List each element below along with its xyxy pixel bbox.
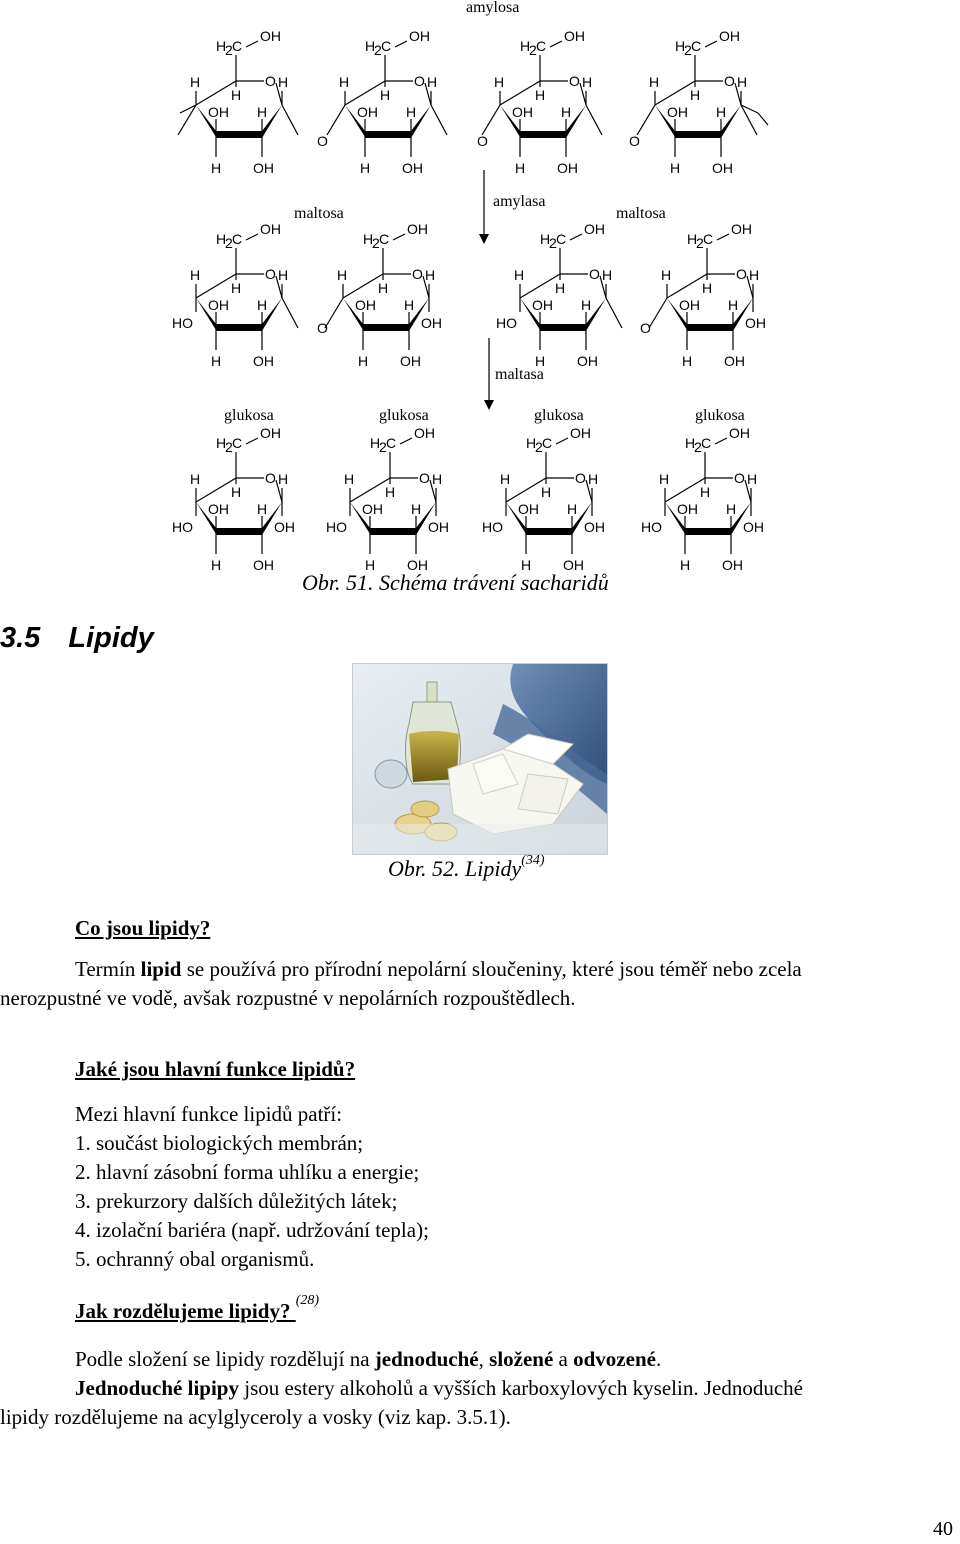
ch2-hydroxyl-group: OH bbox=[260, 221, 281, 237]
c5-hydrogen-atom: H bbox=[380, 87, 391, 103]
c2-hydroxyl-group: OH bbox=[253, 557, 274, 573]
c3-hydroxyl-group: OH bbox=[677, 501, 698, 517]
ch2-hydrogen-atom: H bbox=[370, 435, 381, 451]
bond-line bbox=[282, 105, 298, 135]
c3-hydrogen-atom: H bbox=[521, 557, 532, 573]
c4-hydrogen-atom: H bbox=[190, 471, 201, 487]
ch2-subscript: 2 bbox=[225, 42, 233, 58]
c4-hydroxyl-group: HO bbox=[326, 519, 347, 535]
term-lipid: lipid bbox=[140, 957, 182, 981]
c4-hydroxyl-group: HO bbox=[172, 519, 193, 535]
c3-hydroxyl-group: OH bbox=[208, 297, 229, 313]
c1-hydrogen-atom: H bbox=[278, 471, 289, 487]
c3-hydrogen-atom: H bbox=[358, 353, 369, 369]
classification-paragraph: Podle složení se lipidy rozdělují na jednoduché, složené a odvozené. Jednoduché lipipy jsou estery alkoholů a vyšších karboxylových kyselin. Jednoduché lipidy rozdělujeme na acylglyceroly a vosky (viz kap. 3.5.1). bbox=[0, 1347, 803, 1429]
ch2-carbon-atom: C bbox=[386, 435, 397, 451]
term-derived: odvozené bbox=[573, 1347, 656, 1371]
term-complex: složené bbox=[489, 1347, 554, 1371]
c4-hydrogen-atom: H bbox=[514, 267, 525, 283]
ch2-carbon-atom: C bbox=[232, 435, 243, 451]
ch2-subscript: 2 bbox=[379, 439, 387, 455]
bond-line bbox=[246, 41, 258, 47]
c1-hydroxyl-group: OH bbox=[584, 519, 605, 535]
c2-hydrogen-atom: H bbox=[257, 104, 268, 120]
bond-line bbox=[246, 438, 258, 444]
c3-hydroxyl-group: OH bbox=[357, 104, 378, 120]
c2-hydrogen-atom: H bbox=[406, 104, 417, 120]
list-item: 2. hlavní zásobní forma uhlíku a energie; bbox=[75, 1160, 420, 1184]
c2-hydroxyl-group: OH bbox=[253, 160, 274, 176]
amylase-label: amylasa bbox=[493, 193, 546, 210]
c5-hydrogen-atom: H bbox=[385, 484, 396, 500]
c1-hydroxyl-group: OH bbox=[743, 519, 764, 535]
c3-hydroxyl-group: OH bbox=[355, 297, 376, 313]
functions-list bbox=[75, 1129, 429, 1274]
bond-line bbox=[196, 274, 236, 298]
c1-hydrogen-atom: H bbox=[747, 471, 758, 487]
c5-hydrogen-atom: H bbox=[541, 484, 552, 500]
c2-hydrogen-atom: H bbox=[728, 297, 739, 313]
ring-oxygen-atom: O bbox=[412, 266, 423, 282]
question-lipid-classification bbox=[75, 1292, 320, 1324]
c1-hydrogen-atom: H bbox=[278, 267, 289, 283]
c4-hydrogen-atom: H bbox=[190, 74, 201, 90]
bond-line bbox=[586, 105, 602, 135]
ch2-hydroxyl-group: OH bbox=[584, 221, 605, 237]
bond-line bbox=[400, 438, 412, 444]
ch2-carbon-atom: C bbox=[536, 38, 547, 54]
c3-hydrogen-atom: H bbox=[211, 353, 222, 369]
c5-hydrogen-atom: H bbox=[535, 87, 546, 103]
ring-oxygen-atom: O bbox=[265, 266, 276, 282]
bold-bond bbox=[685, 528, 731, 535]
ch2-hydrogen-atom: H bbox=[363, 231, 374, 247]
c1-hydrogen-atom: H bbox=[737, 74, 748, 90]
c5-hydrogen-atom: H bbox=[700, 484, 711, 500]
glucose-label-3: glukosa bbox=[534, 407, 584, 424]
c4-hydrogen-atom: H bbox=[494, 74, 505, 90]
ch2-subscript: 2 bbox=[684, 42, 692, 58]
ch2-subscript: 2 bbox=[225, 235, 233, 251]
c2-hydrogen-atom: H bbox=[581, 297, 592, 313]
bond-line bbox=[393, 234, 405, 240]
c3-hydroxyl-group: OH bbox=[208, 501, 229, 517]
figure-51-caption: Obr. 51. Schéma trávení sacharidů bbox=[302, 570, 609, 595]
question-lipid-functions: Jaké jsou hlavní funkce lipidů? bbox=[75, 1057, 356, 1081]
question-what-are-lipids: Co jsou lipidy? bbox=[75, 916, 211, 940]
bond-line bbox=[570, 234, 582, 240]
c3-hydroxyl-group: OH bbox=[532, 297, 553, 313]
c3-hydroxyl-group: OH bbox=[667, 104, 688, 120]
c4-hydrogen-atom: H bbox=[661, 267, 672, 283]
c3-hydrogen-atom: H bbox=[515, 160, 526, 176]
ch2-carbon-atom: C bbox=[542, 435, 553, 451]
c2-hydrogen-atom: H bbox=[411, 501, 422, 517]
bold-bond bbox=[370, 528, 416, 535]
ch2-subscript: 2 bbox=[529, 42, 537, 58]
c1-hydroxyl-group: OH bbox=[421, 315, 442, 331]
bond-line bbox=[717, 234, 729, 240]
glycosidic-oxygen-atom: O bbox=[477, 133, 488, 149]
c1-hydrogen-atom: H bbox=[582, 74, 593, 90]
c2-hydroxyl-group: OH bbox=[400, 353, 421, 369]
c3-hydroxyl-group: OH bbox=[512, 104, 533, 120]
maltose-label-right: maltosa bbox=[616, 205, 666, 222]
c1-hydroxyl-group: OH bbox=[274, 519, 295, 535]
c1-hydrogen-atom: H bbox=[427, 74, 438, 90]
c4-hydrogen-atom: H bbox=[339, 74, 350, 90]
c1-hydroxyl-group: OH bbox=[428, 519, 449, 535]
lipid-definition-paragraph: Termín lipid se používá pro přírodní nepolární sloučeniny, které jsou téměř nebo zcela nerozpustné ve vodě, avšak rozpustné v nepolárních rozpouštědlech. bbox=[0, 957, 802, 1010]
c4-hydroxyl-group: HO bbox=[496, 315, 517, 331]
ch2-hydrogen-atom: H bbox=[685, 435, 696, 451]
c2-hydroxyl-group: OH bbox=[722, 557, 743, 573]
amylose-label: amylosa bbox=[466, 0, 520, 16]
glucose-rings bbox=[172, 28, 768, 573]
bond-line bbox=[282, 298, 298, 328]
ch2-hydroxyl-group: OH bbox=[731, 221, 752, 237]
c2-hydrogen-atom: H bbox=[716, 104, 727, 120]
c4-hydrogen-atom: H bbox=[190, 267, 201, 283]
term-simple: jednoduché bbox=[374, 1347, 479, 1371]
c2-hydroxyl-group: OH bbox=[712, 160, 733, 176]
c1-hydrogen-atom: H bbox=[749, 267, 760, 283]
glycosidic-oxygen-atom: O bbox=[317, 133, 328, 149]
glycosidic-oxygen-atom: O bbox=[629, 133, 640, 149]
c3-hydrogen-atom: H bbox=[680, 557, 691, 573]
c2-hydrogen-atom: H bbox=[257, 501, 268, 517]
c5-hydrogen-atom: H bbox=[690, 87, 701, 103]
bond-line bbox=[649, 298, 667, 328]
lipids-photo bbox=[352, 663, 608, 855]
c2-hydroxyl-group: OH bbox=[407, 557, 428, 573]
maltose-label-left: maltosa bbox=[294, 205, 344, 222]
ch2-subscript: 2 bbox=[372, 235, 380, 251]
section-title: Lipidy bbox=[68, 622, 154, 654]
c5-hydrogen-atom: H bbox=[231, 87, 242, 103]
ch2-subscript: 2 bbox=[225, 439, 233, 455]
ring-oxygen-atom: O bbox=[414, 73, 425, 89]
ch2-subscript: 2 bbox=[696, 235, 704, 251]
ch2-carbon-atom: C bbox=[381, 38, 392, 54]
ring-oxygen-atom: O bbox=[265, 73, 276, 89]
ring-oxygen-atom: O bbox=[575, 470, 586, 486]
c3-hydrogen-atom: H bbox=[211, 160, 222, 176]
c3-hydrogen-atom: H bbox=[535, 353, 546, 369]
bond-line bbox=[506, 478, 546, 502]
ch2-subscript: 2 bbox=[374, 42, 382, 58]
ring-oxygen-atom: O bbox=[265, 470, 276, 486]
carbohydrate-digestion-diagram bbox=[0, 0, 960, 600]
ring-oxygen-atom: O bbox=[724, 73, 735, 89]
bold-bond bbox=[687, 324, 733, 331]
maltase-arrow bbox=[484, 338, 494, 410]
ch2-carbon-atom: C bbox=[556, 231, 567, 247]
bond-line bbox=[758, 113, 768, 125]
list-item: 4. izolační bariéra (např. udržování tepla); bbox=[75, 1218, 429, 1242]
c2-hydrogen-atom: H bbox=[257, 297, 268, 313]
ring-oxygen-atom: O bbox=[736, 266, 747, 282]
c2-hydroxyl-group: OH bbox=[557, 160, 578, 176]
ch2-hydroxyl-group: OH bbox=[407, 221, 428, 237]
ring-oxygen-atom: O bbox=[734, 470, 745, 486]
ch2-subscript: 2 bbox=[535, 439, 543, 455]
list-item: 1. součást biologických membrán; bbox=[75, 1131, 364, 1155]
question-lipid-classification-text: Jak rozdělujeme lipidy? bbox=[75, 1299, 291, 1323]
c2-hydrogen-atom: H bbox=[404, 297, 415, 313]
c3-hydroxyl-group: OH bbox=[679, 297, 700, 313]
bold-bond bbox=[540, 324, 586, 331]
ch2-hydroxyl-group: OH bbox=[414, 425, 435, 441]
bond-line bbox=[655, 81, 695, 105]
section-heading bbox=[0, 622, 154, 655]
ch2-carbon-atom: C bbox=[379, 231, 390, 247]
c2-hydrogen-atom: H bbox=[567, 501, 578, 517]
bond-line bbox=[637, 105, 655, 135]
bond-line bbox=[667, 274, 707, 298]
c1-hydroxyl-group: OH bbox=[745, 315, 766, 331]
ch2-hydroxyl-group: OH bbox=[260, 425, 281, 441]
bond-line bbox=[665, 478, 705, 502]
ch2-hydrogen-atom: H bbox=[540, 231, 551, 247]
c4-hydroxyl-group: HO bbox=[641, 519, 662, 535]
glycosidic-oxygen-atom: O bbox=[640, 320, 651, 336]
glucose-label-2: glukosa bbox=[379, 407, 429, 424]
c5-hydrogen-atom: H bbox=[702, 280, 713, 296]
bond-line bbox=[345, 81, 385, 105]
c4-hydroxyl-group: HO bbox=[172, 315, 193, 331]
ch2-hydrogen-atom: H bbox=[216, 435, 227, 451]
c1-hydrogen-atom: H bbox=[432, 471, 443, 487]
ch2-carbon-atom: C bbox=[701, 435, 712, 451]
list-item: 3. prekurzory dalších důležitých látek; bbox=[75, 1189, 398, 1213]
figure-52-reference: (34) bbox=[521, 852, 545, 868]
ch2-hydroxyl-group: OH bbox=[409, 28, 430, 44]
c5-hydrogen-atom: H bbox=[231, 484, 242, 500]
c3-hydrogen-atom: H bbox=[211, 557, 222, 573]
c3-hydrogen-atom: H bbox=[365, 557, 376, 573]
ch2-carbon-atom: C bbox=[703, 231, 714, 247]
bold-bond bbox=[526, 528, 572, 535]
ch2-hydroxyl-group: OH bbox=[729, 425, 750, 441]
bond-line bbox=[395, 41, 407, 47]
bold-bond bbox=[675, 131, 721, 138]
bold-bond bbox=[520, 131, 566, 138]
bond-line bbox=[350, 478, 390, 502]
c3-hydroxyl-group: OH bbox=[362, 501, 383, 517]
c2-hydroxyl-group: OH bbox=[577, 353, 598, 369]
amylase-arrow bbox=[479, 170, 489, 244]
c2-hydroxyl-group: OH bbox=[253, 353, 274, 369]
ch2-hydroxyl-group: OH bbox=[570, 425, 591, 441]
classification-reference: (28) bbox=[295, 1292, 320, 1308]
bond-line bbox=[500, 81, 540, 105]
bold-bond bbox=[216, 324, 262, 331]
ch2-hydrogen-atom: H bbox=[216, 38, 227, 54]
c4-hydrogen-atom: H bbox=[500, 471, 511, 487]
c4-hydrogen-atom: H bbox=[337, 267, 348, 283]
c2-hydroxyl-group: OH bbox=[563, 557, 584, 573]
c3-hydrogen-atom: H bbox=[670, 160, 681, 176]
bond-line bbox=[550, 41, 562, 47]
section-number: 3.5 bbox=[0, 622, 41, 654]
functions-intro: Mezi hlavní funkce lipidů patří: bbox=[75, 1102, 343, 1126]
ch2-hydrogen-atom: H bbox=[687, 231, 698, 247]
bond-line bbox=[482, 105, 500, 135]
figure-52-caption-text: Obr. 52. Lipidy bbox=[388, 856, 522, 881]
c5-hydrogen-atom: H bbox=[378, 280, 389, 296]
ch2-carbon-atom: C bbox=[232, 231, 243, 247]
bond-line bbox=[246, 234, 258, 240]
bond-line bbox=[520, 274, 560, 298]
glycosidic-oxygen-atom: O bbox=[317, 320, 328, 336]
ring-oxygen-atom: O bbox=[419, 470, 430, 486]
bond-line bbox=[741, 105, 757, 135]
c1-hydrogen-atom: H bbox=[278, 74, 289, 90]
bond-line bbox=[705, 41, 717, 47]
ch2-carbon-atom: C bbox=[691, 38, 702, 54]
ch2-subscript: 2 bbox=[694, 439, 702, 455]
glucose-label-4: glukosa bbox=[695, 407, 745, 424]
c1-hydrogen-atom: H bbox=[588, 471, 599, 487]
ch2-hydrogen-atom: H bbox=[526, 435, 537, 451]
c3-hydroxyl-group: OH bbox=[208, 104, 229, 120]
c4-hydrogen-atom: H bbox=[659, 471, 670, 487]
c5-hydrogen-atom: H bbox=[555, 280, 566, 296]
ch2-carbon-atom: C bbox=[232, 38, 243, 54]
bond-line bbox=[343, 274, 383, 298]
ch2-hydrogen-atom: H bbox=[365, 38, 376, 54]
bond-line bbox=[196, 478, 236, 502]
list-item: 5. ochranný obal organismů. bbox=[75, 1247, 315, 1271]
bond-line bbox=[327, 105, 345, 135]
c3-hydroxyl-group: OH bbox=[518, 501, 539, 517]
c3-hydrogen-atom: H bbox=[360, 160, 371, 176]
bond-line bbox=[196, 81, 236, 105]
c1-hydrogen-atom: H bbox=[602, 267, 613, 283]
bold-bond bbox=[216, 131, 262, 138]
ring-oxygen-atom: O bbox=[569, 73, 580, 89]
ch2-hydroxyl-group: OH bbox=[260, 28, 281, 44]
bold-bond bbox=[363, 324, 409, 331]
glucose-label-1: glukosa bbox=[224, 407, 274, 424]
bold-bond bbox=[365, 131, 411, 138]
maltase-label: maltasa bbox=[495, 366, 544, 383]
c1-hydrogen-atom: H bbox=[425, 267, 436, 283]
c2-hydroxyl-group: OH bbox=[402, 160, 423, 176]
c2-hydrogen-atom: H bbox=[726, 501, 737, 517]
ch2-hydrogen-atom: H bbox=[216, 231, 227, 247]
ch2-hydrogen-atom: H bbox=[675, 38, 686, 54]
page-number: 40 bbox=[933, 1518, 953, 1540]
c4-hydroxyl-group: HO bbox=[482, 519, 503, 535]
c2-hydrogen-atom: H bbox=[561, 104, 572, 120]
c4-hydrogen-atom: H bbox=[649, 74, 660, 90]
bond-line bbox=[431, 105, 447, 135]
ch2-hydroxyl-group: OH bbox=[564, 28, 585, 44]
bond-line bbox=[715, 438, 727, 444]
figure-52-caption bbox=[388, 852, 545, 882]
c3-hydrogen-atom: H bbox=[682, 353, 693, 369]
bond-line bbox=[606, 298, 622, 328]
ch2-hydroxyl-group: OH bbox=[719, 28, 740, 44]
ch2-subscript: 2 bbox=[549, 235, 557, 251]
bond-line bbox=[556, 438, 568, 444]
term-simple-lipids: Jednoduché lipipy bbox=[75, 1376, 239, 1400]
bold-bond bbox=[216, 528, 262, 535]
ch2-hydrogen-atom: H bbox=[520, 38, 531, 54]
c2-hydroxyl-group: OH bbox=[724, 353, 745, 369]
c5-hydrogen-atom: H bbox=[231, 280, 242, 296]
ring-oxygen-atom: O bbox=[589, 266, 600, 282]
c4-hydrogen-atom: H bbox=[344, 471, 355, 487]
